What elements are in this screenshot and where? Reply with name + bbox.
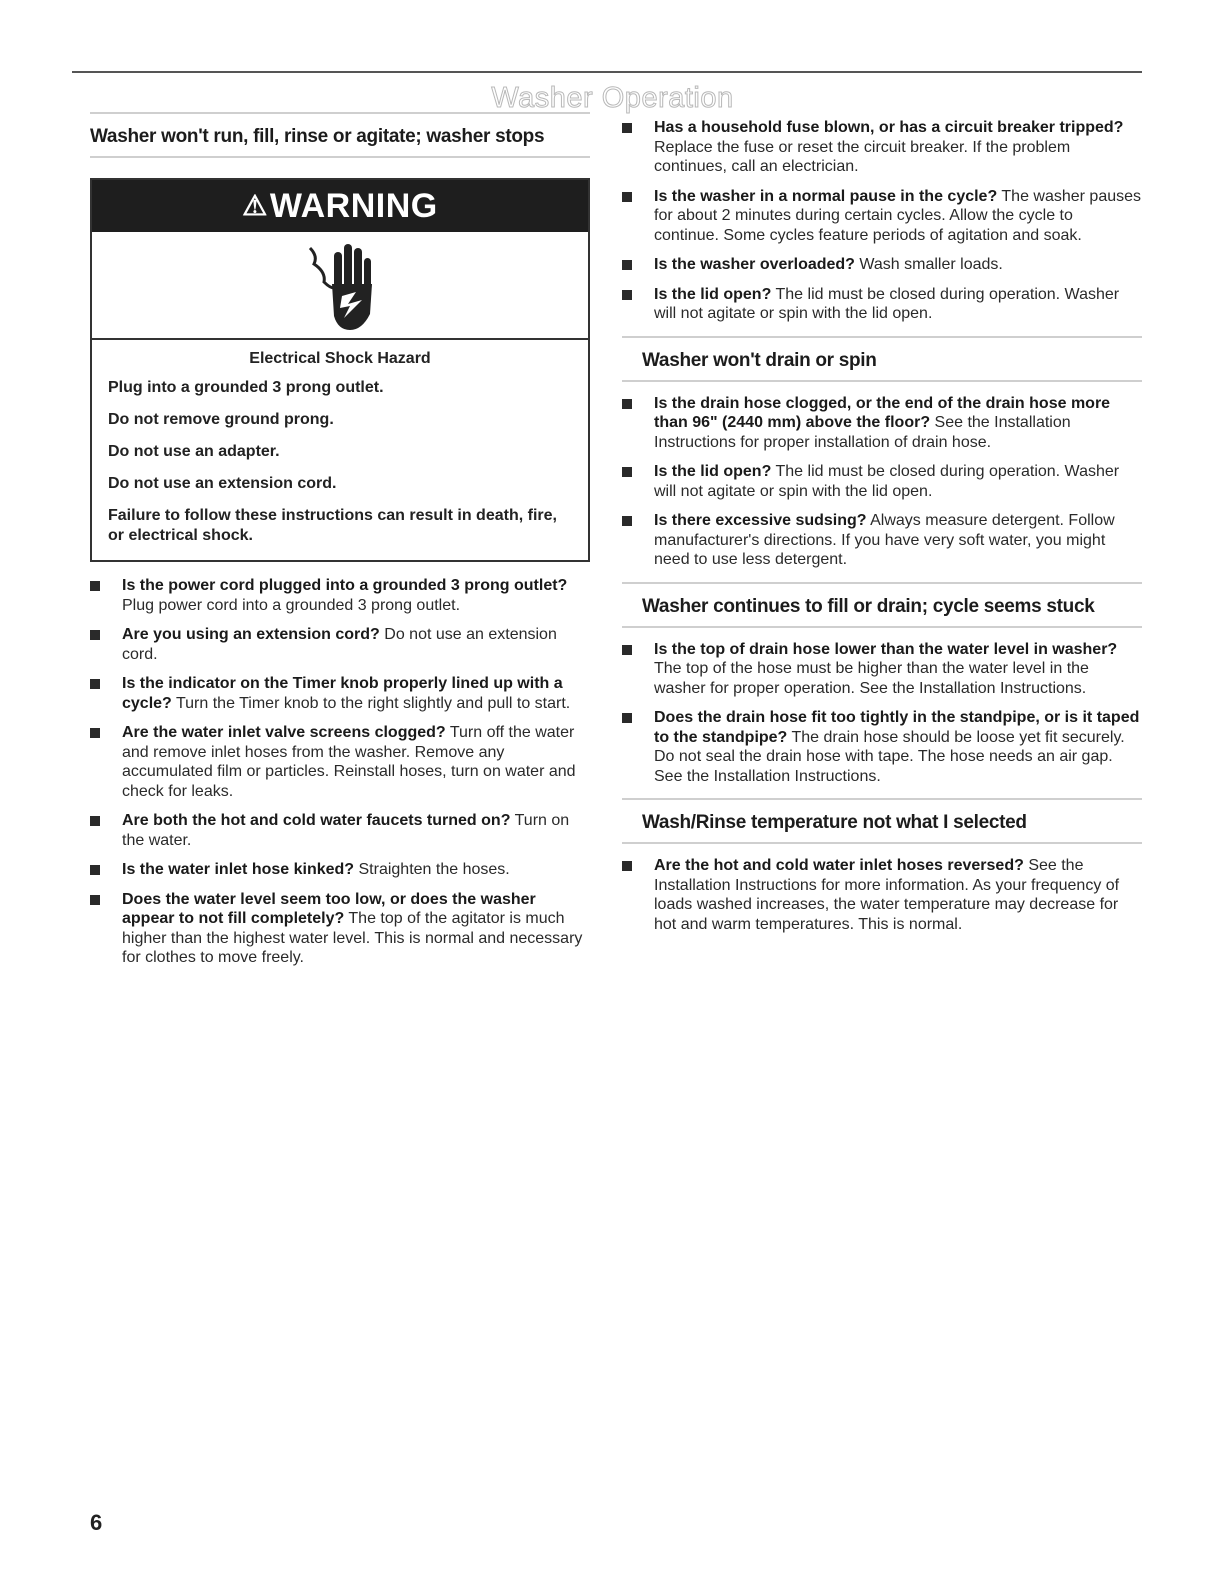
list-item: [90, 723, 590, 801]
item-question: Is the water inlet hose kinked?: [122, 861, 355, 878]
bullet-icon: [622, 123, 632, 133]
item-answer: The drain hose should be loose yet fit securely. Do not seal the drain hose with tape. The hose needs an air gap. See the Installation Instructions.: [654, 728, 1125, 785]
bullet-icon: [622, 645, 632, 655]
item-answer: See the Installation Instructions for more information. As your frequency of loads washed increases, the water temperature may decrease for hot and warm temperatures. This is normal.: [654, 857, 1120, 933]
page-number: 6: [90, 1510, 103, 1535]
section-title-wont-drain: Washer won't drain or spin: [622, 336, 1142, 382]
item-answer: The lid must be closed during operation. Washer will not agitate or spin with the lid open.: [654, 285, 1120, 322]
bullet-icon: [622, 192, 632, 202]
right-column: [622, 112, 1142, 944]
drain-items-list: [622, 394, 1142, 570]
warning-line: Do not use an extension cord.: [108, 475, 337, 492]
list-item: [622, 187, 1142, 246]
list-item: [622, 285, 1142, 324]
left-items-list: [90, 576, 590, 968]
bullet-icon: [90, 895, 100, 905]
list-item: [622, 708, 1142, 786]
bullet-icon: [90, 581, 100, 591]
list-item: [622, 462, 1142, 501]
item-question: Does the drain hose fit too tightly in the standpipe, or is it taped to the standpipe?: [654, 709, 1140, 746]
item-answer: Replace the fuse or reset the circuit breaker. If the problem continues, call an electrician.: [654, 138, 1071, 175]
item-answer: Wash smaller loads.: [854, 256, 1003, 273]
list-item: [622, 118, 1142, 177]
item-question: Is the lid open?: [654, 463, 772, 480]
warning-icon-area: [92, 232, 588, 340]
item-answer: The top of the hose must be higher than the water level in the washer for proper operation. See the Installation Instructions.: [654, 660, 1089, 697]
warning-line: Plug into a grounded 3 prong outlet.: [108, 379, 384, 396]
list-item: [90, 576, 590, 615]
list-item: [90, 811, 590, 850]
bullet-icon: [622, 713, 632, 723]
item-question: Is the lid open?: [654, 285, 772, 303]
item-question: Is the washer overloaded?: [654, 256, 855, 273]
top-rule: [72, 71, 1142, 73]
item-question: Are both the hot and cold water faucets turned on?: [122, 812, 511, 829]
warning-header: [92, 180, 588, 232]
item-question: Is there excessive sudsing?: [654, 512, 867, 529]
bullet-icon: [622, 399, 632, 409]
list-item: [90, 625, 590, 664]
item-question: Is the washer in a normal pause in the cycle?: [654, 187, 998, 205]
electrical-shock-hand-icon: [304, 238, 384, 334]
warning-line: Do not remove ground prong.: [108, 411, 334, 428]
list-item: [90, 860, 590, 880]
item-answer: The washer pauses for about 2 minutes during certain cycles. Allow the cycle to continue. Some cycles feature periods of agitation and soak.: [654, 187, 1142, 244]
bullet-icon: [90, 865, 100, 875]
item-answer: Do not use an extension cord.: [122, 626, 557, 663]
item-answer: Turn the Timer knob to the right slightly and pull to start.: [171, 694, 571, 712]
item-answer: Plug power cord into a grounded 3 prong outlet.: [122, 596, 461, 614]
item-answer: Straighten the hoses.: [354, 861, 510, 878]
temperature-items-list: [622, 856, 1142, 934]
item-question: Is the power cord plugged into a grounded 3 prong outlet?: [122, 577, 568, 594]
item-answer: Turn off the water and remove inlet hoses from the washer. Remove any accumulated film or particles. Reinstall hoses, turn on water and check for leaks.: [122, 724, 576, 800]
warning-header-text: WARNING: [269, 187, 438, 225]
list-item: [90, 890, 590, 968]
bullet-icon: [622, 260, 632, 270]
bullet-icon: [622, 467, 632, 477]
item-answer: The lid must be closed during operation. Washer will not agitate or spin with the lid open.: [654, 463, 1120, 500]
item-question: Does the water level seem too low, or does the washer appear to not fill completely?: [122, 890, 536, 927]
bullet-icon: [90, 816, 100, 826]
list-item: [622, 511, 1142, 570]
warning-line: Failure to follow these instructions can result in death, fire, or electrical shock.: [108, 507, 557, 544]
right-items-list: [622, 118, 1142, 324]
list-item: [90, 674, 590, 713]
item-question: Are the hot and cold water inlet hoses reversed?: [654, 857, 1024, 874]
warning-hazard-title: Electrical Shock Hazard: [249, 350, 431, 367]
item-question: Has a household fuse blown, or has a circuit breaker tripped?: [654, 119, 1124, 136]
list-item: [622, 640, 1142, 699]
page-title: Washer Operation: [491, 82, 734, 114]
list-item: [622, 394, 1142, 453]
bullet-icon: [90, 679, 100, 689]
item-answer: Always measure detergent. Follow manufacturer's directions. If you have very soft water, you might need to use less detergent.: [654, 512, 1115, 568]
section-title-wont-run: Washer won't run, fill, rinse or agitate; washer stops: [90, 112, 590, 158]
item-question: Is the indicator on the Timer knob properly lined up with a cycle?: [122, 675, 563, 712]
left-column: [90, 112, 590, 978]
bullet-icon: [622, 290, 632, 300]
bullet-icon: [90, 728, 100, 738]
item-question: Is the drain hose clogged, or the end of the drain hose more than 96" (2440 mm) above the floor?: [654, 394, 1111, 431]
warning-triangle-icon: ⚠: [242, 190, 268, 221]
item-answer: The top of the agitator is much higher than the highest water level. This is normal and necessary for clothes to move freely.: [122, 910, 583, 966]
item-question: Are you using an extension cord?: [122, 626, 380, 643]
list-item: [622, 255, 1142, 275]
warning-line: Do not use an adapter.: [108, 443, 280, 460]
stuck-items-list: [622, 640, 1142, 787]
item-answer: See the Installation Instructions for proper installation of drain hose.: [654, 414, 1071, 451]
warning-body: [92, 340, 588, 560]
section-title-temperature: Wash/Rinse temperature not what I selected: [622, 798, 1142, 844]
list-item: [622, 856, 1142, 934]
bullet-icon: [622, 861, 632, 871]
bullet-icon: [622, 516, 632, 526]
item-answer: Turn on the water.: [122, 812, 570, 849]
warning-box: [90, 178, 590, 562]
item-question: Is the top of drain hose lower than the water level in washer?: [654, 640, 1118, 658]
section-title-cycle-stuck: Washer continues to fill or drain; cycle seems stuck: [622, 582, 1142, 628]
bullet-icon: [90, 630, 100, 640]
item-question: Are the water inlet valve screens clogged?: [122, 724, 446, 741]
